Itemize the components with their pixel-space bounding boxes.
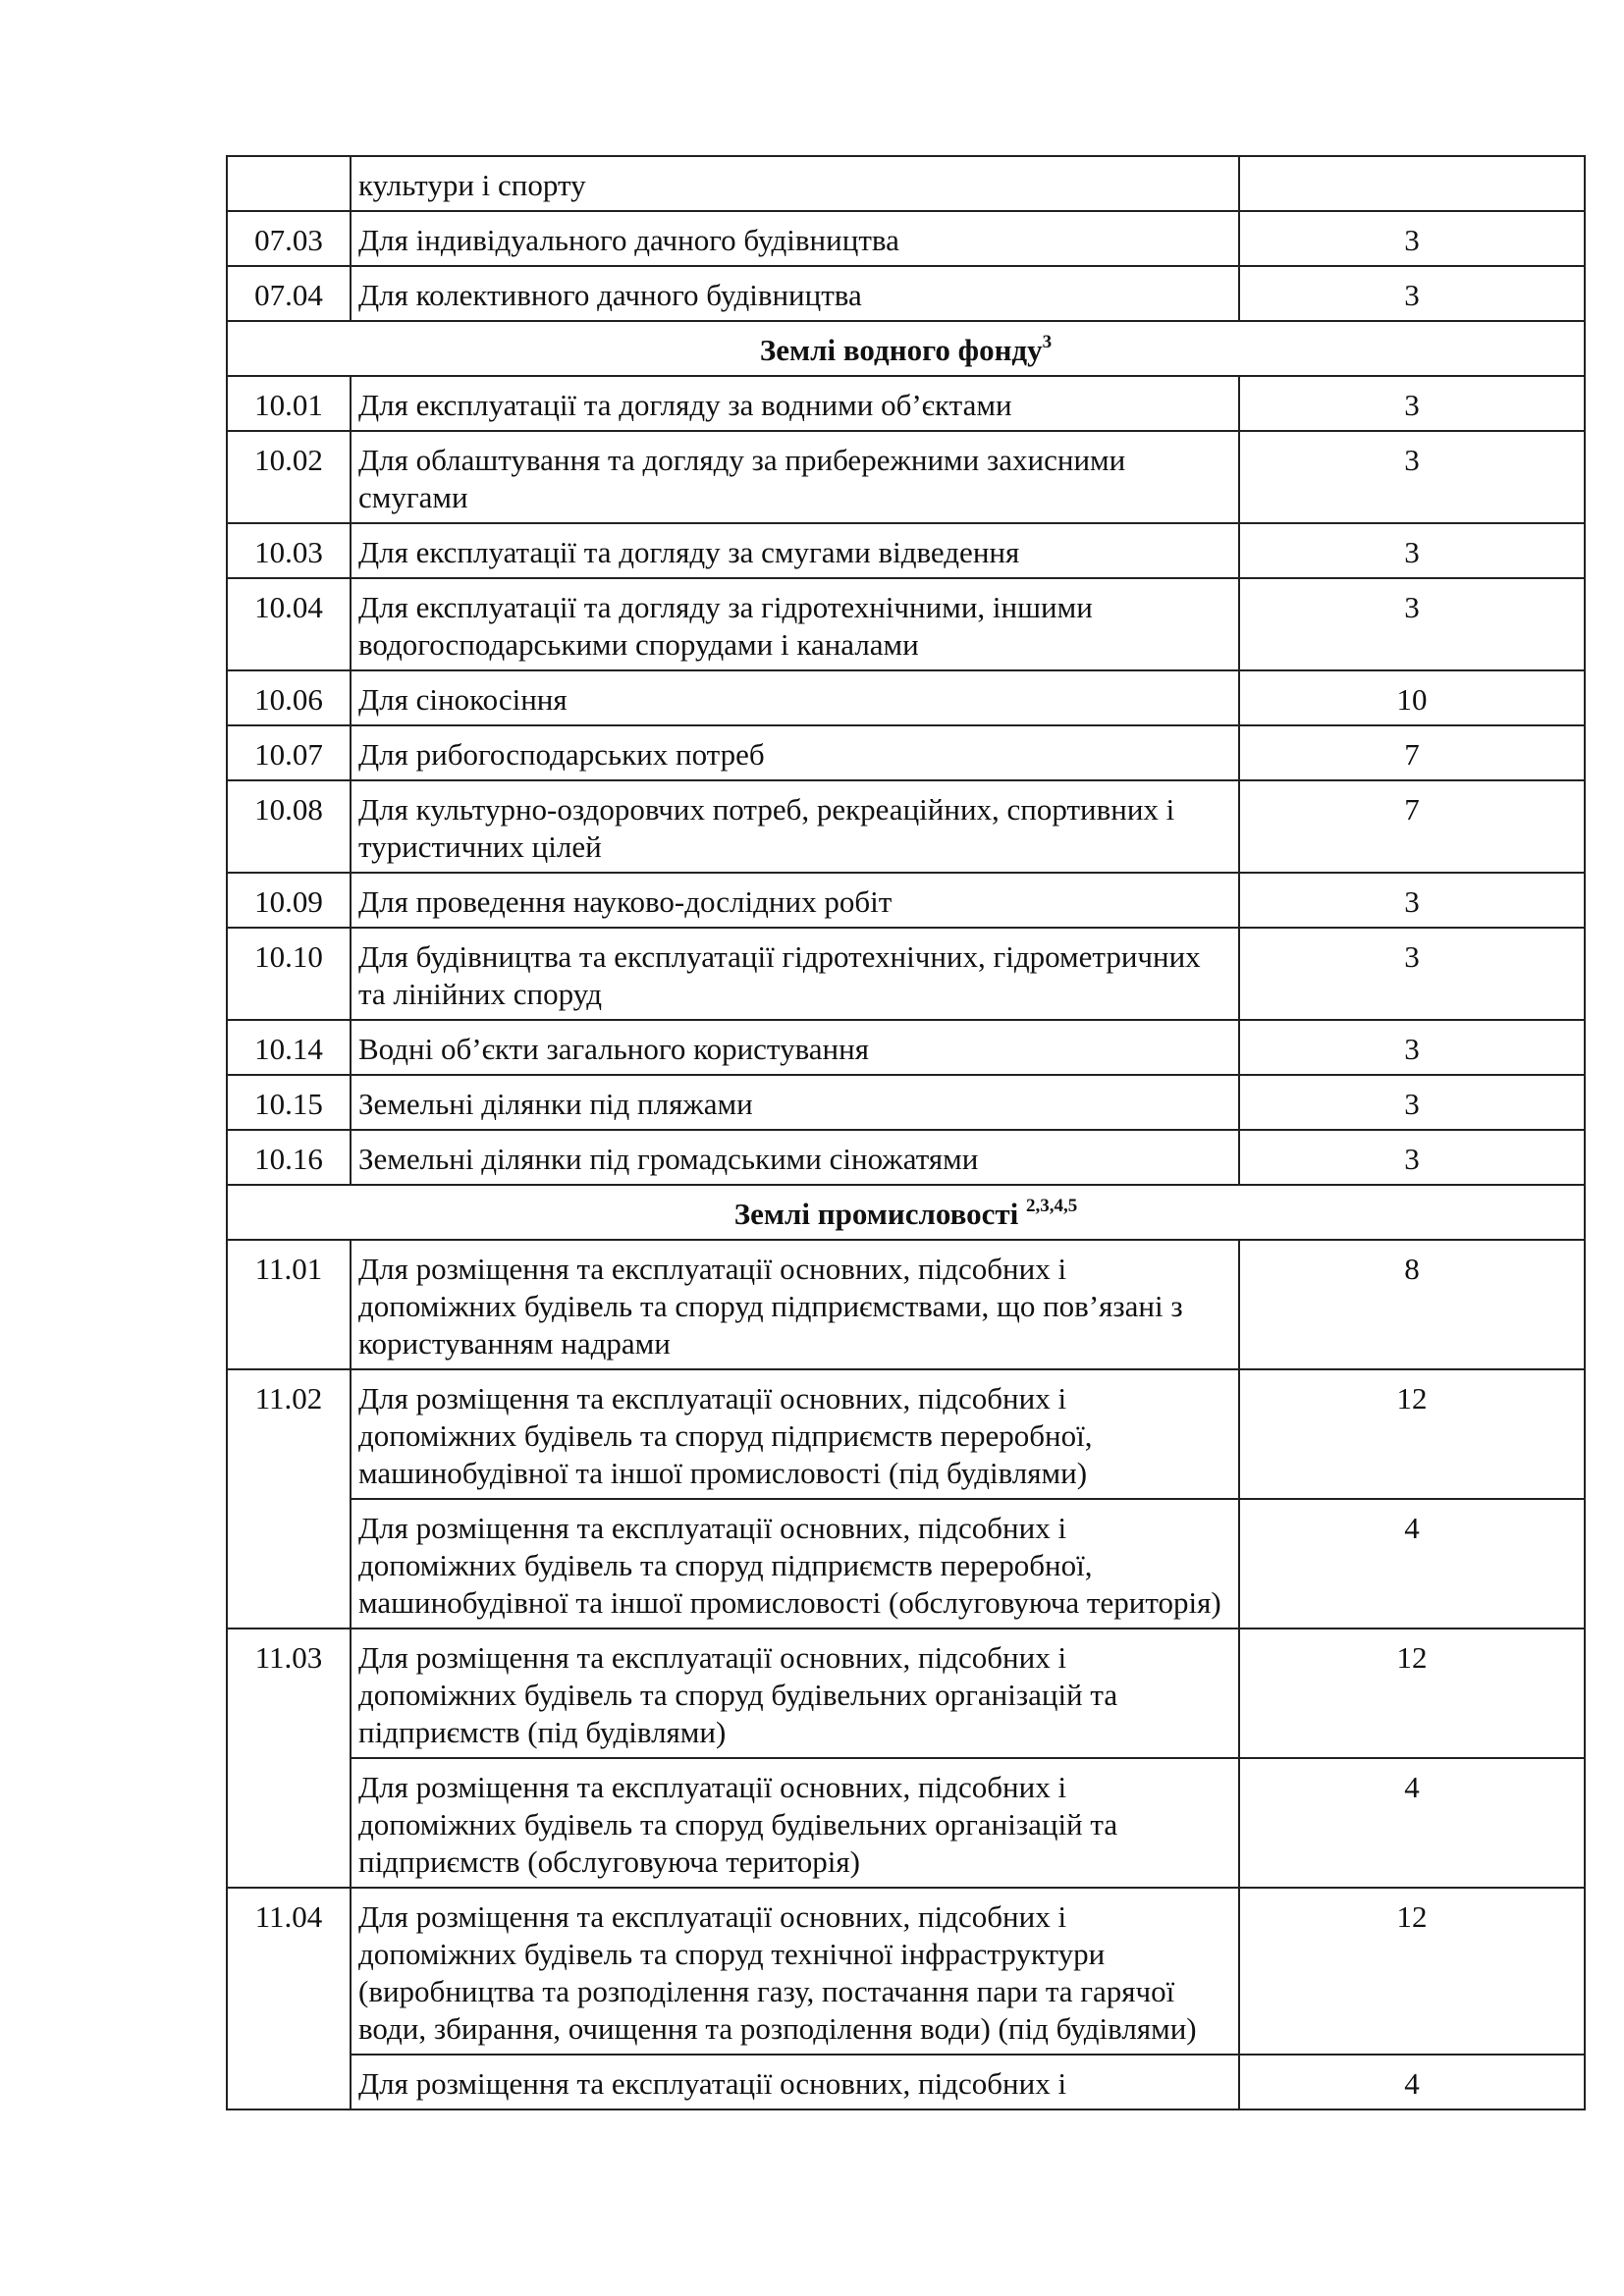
row-description: Для розміщення та експлуатації основних, підсобних і допоміжних будівель та споруд будівельних організацій та підприємств (обслуговуюча територія) <box>351 1758 1239 1888</box>
row-description: Земельні ділянки під пляжами <box>351 1075 1239 1130</box>
table-row <box>227 1130 1585 1185</box>
row-description: Для розміщення та експлуатації основних, підсобних і допоміжних будівель та споруд підприємствами, що пов’язані з користуванням надрами <box>351 1240 1239 1369</box>
row-value <box>1239 156 1585 211</box>
table-row <box>227 928 1585 1020</box>
table-row <box>227 156 1585 211</box>
row-description: Для експлуатації та догляду за смугами відведення <box>351 523 1239 578</box>
row-value: 4 <box>1239 1758 1585 1888</box>
table-row <box>227 266 1585 321</box>
row-code: 10.04 <box>227 578 351 670</box>
table-row <box>227 780 1585 873</box>
row-value: 4 <box>1239 2055 1585 2109</box>
table-row <box>227 1758 1585 1888</box>
row-code: 10.02 <box>227 431 351 523</box>
row-value: 3 <box>1239 523 1585 578</box>
row-code <box>227 156 351 211</box>
row-description: Для культурно-оздоровчих потреб, рекреаційних, спортивних і туристичних цілей <box>351 780 1239 873</box>
row-value: 12 <box>1239 1369 1585 1499</box>
row-code: 10.08 <box>227 780 351 873</box>
row-code: 11.03 <box>227 1629 351 1888</box>
row-code: 07.03 <box>227 211 351 266</box>
row-description: Для проведення науково-дослідних робіт <box>351 873 1239 928</box>
table-row <box>227 211 1585 266</box>
row-code: 10.07 <box>227 725 351 780</box>
section-footnote-ref: 3 <box>1042 331 1053 352</box>
row-description: Водні об’єкти загального користування <box>351 1020 1239 1075</box>
row-value: 10 <box>1239 670 1585 725</box>
row-value: 12 <box>1239 1888 1585 2055</box>
row-value: 3 <box>1239 1020 1585 1075</box>
row-value: 3 <box>1239 266 1585 321</box>
row-description: Для розміщення та експлуатації основних, підсобних і <box>351 2055 1239 2109</box>
row-description: Для сінокосіння <box>351 670 1239 725</box>
table-row <box>227 578 1585 670</box>
section-title-text: Землі промисловості <box>733 1197 1026 1231</box>
table-body <box>227 156 1585 2109</box>
row-code: 10.03 <box>227 523 351 578</box>
row-code: 10.06 <box>227 670 351 725</box>
land-use-table <box>226 155 1586 2110</box>
table-row <box>227 431 1585 523</box>
table-row <box>227 873 1585 928</box>
row-value: 3 <box>1239 431 1585 523</box>
table-row <box>227 1499 1585 1629</box>
row-description: Для розміщення та експлуатації основних, підсобних і допоміжних будівель та споруд підприємств переробної, машинобудівної та іншої промисловості (обслуговуюча територія) <box>351 1499 1239 1629</box>
table-row <box>227 670 1585 725</box>
section-footnote-ref: 2,3,4,5 <box>1026 1195 1078 1216</box>
row-value: 8 <box>1239 1240 1585 1369</box>
section-header-row <box>227 1185 1585 1240</box>
table-row <box>227 1369 1585 1499</box>
row-description: Для будівництва та експлуатації гідротехнічних, гідрометричних та лінійних споруд <box>351 928 1239 1020</box>
row-description: Земельні ділянки під громадськими сіножатями <box>351 1130 1239 1185</box>
row-value: 3 <box>1239 1130 1585 1185</box>
row-value: 3 <box>1239 376 1585 431</box>
row-value: 3 <box>1239 211 1585 266</box>
row-description: Для розміщення та експлуатації основних, підсобних і допоміжних будівель та споруд будівельних організацій та підприємств (під будівлями) <box>351 1629 1239 1758</box>
section-header-row <box>227 321 1585 376</box>
table-row <box>227 1240 1585 1369</box>
table-row <box>227 523 1585 578</box>
row-code: 11.04 <box>227 1888 351 2109</box>
row-code: 10.14 <box>227 1020 351 1075</box>
table-row <box>227 1075 1585 1130</box>
table-row <box>227 2055 1585 2109</box>
row-value: 3 <box>1239 1075 1585 1130</box>
row-description: Для колективного дачного будівництва <box>351 266 1239 321</box>
row-description: культури і спорту <box>351 156 1239 211</box>
row-value: 3 <box>1239 928 1585 1020</box>
row-value: 7 <box>1239 780 1585 873</box>
row-description: Для облаштування та догляду за прибережними захисними смугами <box>351 431 1239 523</box>
row-code: 10.10 <box>227 928 351 1020</box>
row-value: 12 <box>1239 1629 1585 1758</box>
row-description: Для експлуатації та догляду за гідротехнічними, іншими водогосподарськими спорудами і каналами <box>351 578 1239 670</box>
row-description: Для експлуатації та догляду за водними об’єктами <box>351 376 1239 431</box>
row-code: 07.04 <box>227 266 351 321</box>
row-description: Для рибогосподарських потреб <box>351 725 1239 780</box>
row-code: 10.01 <box>227 376 351 431</box>
row-code: 11.01 <box>227 1240 351 1369</box>
row-code: 10.15 <box>227 1075 351 1130</box>
table-row <box>227 1020 1585 1075</box>
section-title <box>227 321 1585 376</box>
table-row <box>227 376 1585 431</box>
row-value: 3 <box>1239 578 1585 670</box>
table-row <box>227 725 1585 780</box>
row-code: 10.16 <box>227 1130 351 1185</box>
table-row <box>227 1629 1585 1758</box>
row-code: 11.02 <box>227 1369 351 1629</box>
row-value: 7 <box>1239 725 1585 780</box>
row-value: 3 <box>1239 873 1585 928</box>
row-value: 4 <box>1239 1499 1585 1629</box>
row-description: Для розміщення та експлуатації основних, підсобних і допоміжних будівель та споруд підприємств переробної, машинобудівної та іншої промисловості (під будівлями) <box>351 1369 1239 1499</box>
table-row <box>227 1888 1585 2055</box>
section-title <box>227 1185 1585 1240</box>
section-title-text: Землі водного фонду <box>759 333 1043 367</box>
row-description: Для індивідуального дачного будівництва <box>351 211 1239 266</box>
row-code: 10.09 <box>227 873 351 928</box>
row-description: Для розміщення та експлуатації основних, підсобних і допоміжних будівель та споруд технічної інфраструктури (виробництва та розподілення газу, постачання пари та гарячої води, збирання, очищення та розподілення води) (під будівлями) <box>351 1888 1239 2055</box>
